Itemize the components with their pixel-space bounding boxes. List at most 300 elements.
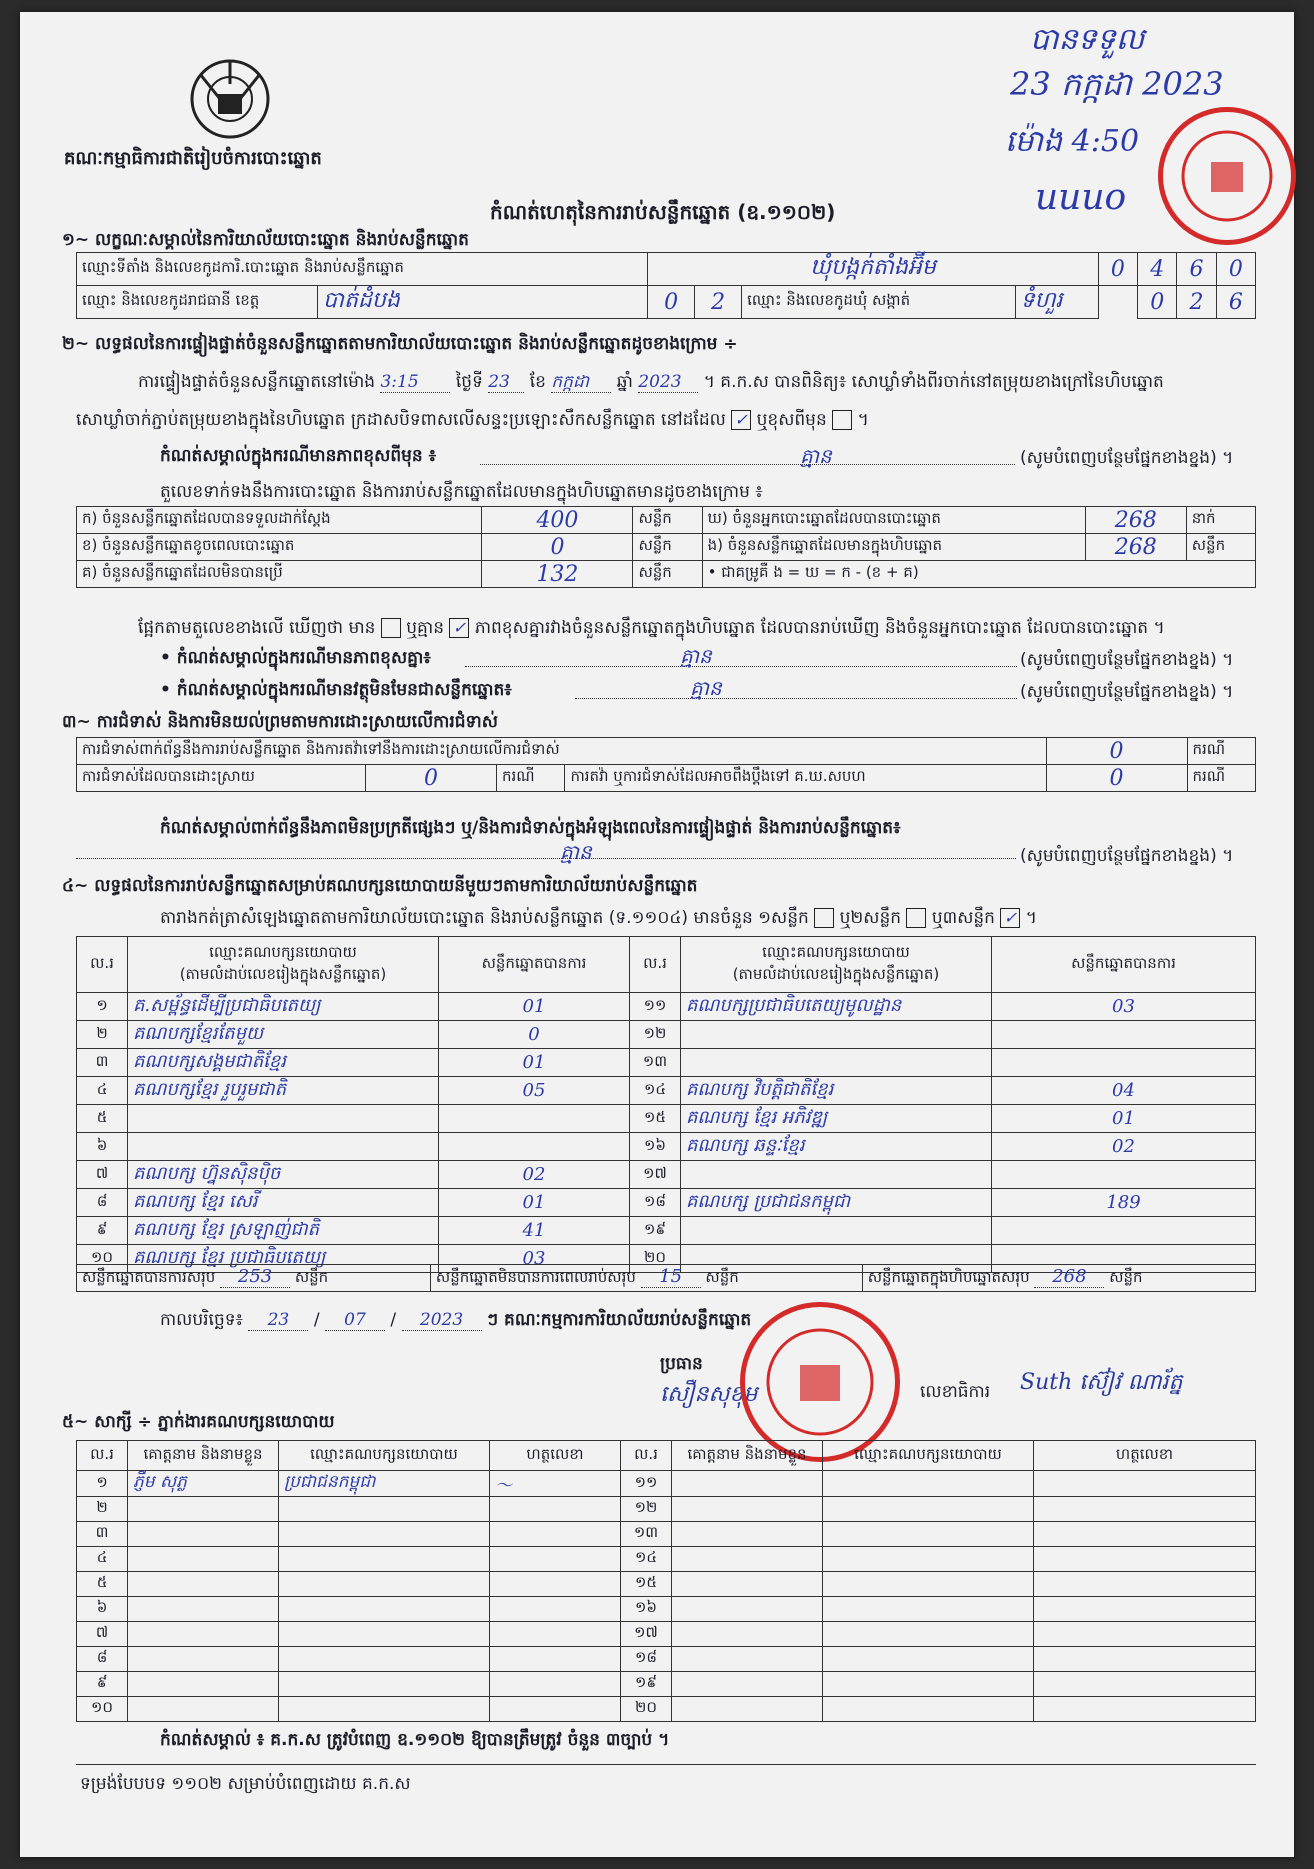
province-value: បាត់ដំបង (318, 286, 648, 319)
resolved-label: ការជំទាស់ដែលបានដោះស្រាយ (77, 765, 366, 792)
spoiled-value: 0 (482, 534, 633, 561)
table-row (77, 1189, 1256, 1217)
section4-title: ៤~ លទ្ធផលនៃការរាប់សន្លឹកឆ្នោតសម្រាប់គណបក្សនយោបាយនីមួយៗតាមការិយាល័យរាប់សន្លឹកឆ្នោត (62, 876, 698, 896)
total-valid-value: 253 (220, 1266, 290, 1288)
col-no-right: ល.រ (630, 937, 681, 993)
date-month: 07 (325, 1310, 385, 1331)
commune-code-2: 2 (1177, 286, 1216, 319)
witness-signature (1034, 1672, 1256, 1697)
witness-name (672, 1572, 823, 1597)
row-no: ១៤ (630, 1077, 681, 1105)
row-no: ២០ (630, 1245, 681, 1273)
witness-name (128, 1497, 279, 1522)
party-name: គណបក្ស ហ្វ៊ុនស៊ិនប៉ិច (128, 1161, 439, 1189)
totals-table (76, 1264, 1256, 1292)
w-col-sign-right: ហត្ថលេខា (1034, 1441, 1256, 1471)
seal-stamp-bottom-icon (740, 1302, 900, 1462)
formula: • ជាគម្រូគឺ ង = ឃ = ក - (ខ + គ) (702, 561, 1255, 588)
bullet2-value: គ្មាន (690, 676, 722, 700)
table-row (77, 993, 1256, 1021)
party-name (128, 1133, 439, 1161)
row-no: ៦ (77, 1597, 128, 1622)
party-name (681, 1021, 992, 1049)
verification-text-b: ថ្ងៃទី (455, 372, 483, 392)
discrepancy-text-a: ផ្អែកតាមតួលេខខាងលើ ឃើញថា មាន (138, 618, 376, 638)
spoiled-unit: សន្លឹក (633, 534, 702, 561)
witness-signature (490, 1622, 621, 1647)
appeal-case: ករណី (1187, 765, 1256, 792)
total-valid-label: សន្លឹកឆ្នោតបានការសរុប (82, 1268, 216, 1286)
received-value: 400 (482, 507, 633, 534)
witness-party (279, 1497, 490, 1522)
committee-name: គណៈកម្មាធិការជាតិរៀបចំការបោះឆ្នោត (64, 148, 322, 169)
voters-label: ឃ) ចំនួនអ្នកបោះឆ្នោតដែលបានបោះឆ្នោត (702, 507, 1085, 534)
witness-party (279, 1522, 490, 1547)
footer-rule (76, 1764, 1256, 1765)
witness-signature (1034, 1522, 1256, 1547)
row-no: ១០ (77, 1245, 128, 1273)
total-valid-cell (77, 1265, 431, 1292)
total-box-cell (862, 1265, 1255, 1292)
row-no: ១៨ (621, 1647, 672, 1672)
row-no: ១៩ (621, 1672, 672, 1697)
row-no: ៨ (77, 1647, 128, 1672)
witness-party (823, 1597, 1034, 1622)
commune-code-3: 6 (1216, 286, 1255, 319)
table-row (77, 1161, 1256, 1189)
nec-emblem-icon (180, 54, 280, 148)
row-no: ៩ (77, 1672, 128, 1697)
party-votes: 05 (439, 1077, 630, 1105)
irregularity-value: គ្មាន (560, 840, 592, 864)
site-code-4: 0 (1216, 253, 1255, 286)
witness-signature (490, 1497, 621, 1522)
commune-label: ឈ្មោះ និងលេខកូដឃុំ សង្កាត់ (742, 286, 1016, 319)
discrepancy-text-b: ឬគ្មាន (406, 618, 445, 638)
voters-unit: នាក់ (1186, 507, 1255, 534)
witness-name (128, 1647, 279, 1672)
diff-note-suffix: (សូមបំពេញបន្ថែមផ្នែកខាងខ្នង) ។ (1020, 448, 1234, 468)
witness-name (672, 1597, 823, 1622)
total-invalid-value: 15 (641, 1266, 701, 1288)
witness-party (823, 1471, 1034, 1497)
province-code-1: 0 (648, 286, 695, 319)
witness-party (279, 1647, 490, 1672)
ballot-numbers-table (76, 506, 1256, 588)
party-votes (439, 1133, 630, 1161)
party-votes: 01 (439, 1049, 630, 1077)
witness-name (128, 1622, 279, 1647)
party-votes: 02 (992, 1133, 1256, 1161)
witness-party (279, 1572, 490, 1597)
party-name: គណបក្សប្រជាធិបតេយ្យមូលដ្ឋាន (681, 993, 992, 1021)
irregularity-label: កំណត់សម្គាល់ពាក់ព័ន្ធនឹងភាពមិនប្រក្រតីផ្សេងៗ ឬ/និងការជំទាស់ក្នុងអំឡុងពេលនៃការផ្ទៀងផ្ទាត់ និងការរាប់សន្លឹកឆ្នោត៖ (160, 818, 901, 838)
form-title: កំណត់ហេតុនៃការរាប់សន្លឹកឆ្នោត (ឧ.១១០២) (490, 200, 836, 224)
row-no: ១៣ (621, 1522, 672, 1547)
resolved-case: ករណី (496, 765, 564, 792)
party-votes: 04 (992, 1077, 1256, 1105)
date-label: កាលបរិច្ឆេទ៖ (160, 1310, 244, 1330)
row-no: ១១ (621, 1471, 672, 1497)
receipt-signature: uuuo (1035, 177, 1127, 218)
receipt-note-2: 23 កក្កដា 2023 (1010, 65, 1224, 103)
objections-value: 0 (1046, 738, 1187, 765)
row-no: ១២ (621, 1497, 672, 1522)
witness-signature (1034, 1471, 1256, 1497)
unchanged-checkbox[interactable]: ✓ (731, 410, 751, 430)
witness-name (128, 1547, 279, 1572)
verification-time: 3:15 (380, 372, 450, 393)
spoiled-label: ខ) ចំនួនសន្លឹកឆ្នោតខូចពេលបោះឆ្នោត (77, 534, 482, 561)
ballots-in-box-unit: សន្លឹក (1186, 534, 1255, 561)
bullet2-dots (575, 698, 1017, 699)
section3-title: ៣~ ការជំទាស់ និងការមិនយល់ព្រមតាមការដោះស្រាយលើការជំទាស់ (62, 712, 498, 732)
party-votes (992, 1049, 1256, 1077)
witness-party (279, 1597, 490, 1622)
party-votes: 01 (439, 993, 630, 1021)
witness-name (672, 1497, 823, 1522)
appeal-label: ការតវ៉ា ឬការជំទាស់ដែលអាចពឹងប្តឹងទៅ គ.ឃ.សបហ (565, 765, 1046, 792)
row-no: ១២ (630, 1021, 681, 1049)
total-box-value: 268 (1034, 1266, 1104, 1288)
total-invalid-cell (430, 1265, 862, 1292)
objections-label: ការជំទាស់ពាក់ព័ន្ធនឹងការរាប់សន្លឹកឆ្នោត និងការតវ៉ាទៅនឹងការដោះស្រាយលើការជំទាស់ (77, 738, 1047, 765)
bullet1-dots (465, 666, 1017, 667)
row-no: ១៦ (621, 1597, 672, 1622)
table-row (77, 1105, 1256, 1133)
row-no: ៦ (77, 1133, 128, 1161)
province-label: ឈ្មោះ និងលេខកូដរាជធានី ខេត្ត (77, 286, 318, 319)
president-label: ប្រធាន (660, 1354, 703, 1374)
date-year: 2023 (402, 1310, 482, 1331)
row-no: ២ (77, 1021, 128, 1049)
total-invalid-label: សន្លឹកឆ្នោតមិនបានការពេលរាប់សរុប (435, 1268, 636, 1286)
table-row (77, 1217, 1256, 1245)
row-no: ១៥ (630, 1105, 681, 1133)
bullet1-suffix: (សូមបំពេញបន្ថែមផ្នែកខាងខ្នង) ។ (1020, 650, 1234, 670)
witness-signature (1034, 1697, 1256, 1722)
witness-name (128, 1572, 279, 1597)
section1-table (76, 252, 1256, 319)
witness-name (128, 1597, 279, 1622)
unused-unit: សន្លឹក (633, 561, 702, 588)
site-code-2: 4 (1138, 253, 1177, 286)
objections-table (76, 737, 1256, 792)
three-sheet-checkbox[interactable]: ✓ (1000, 908, 1020, 928)
total-valid-unit: សន្លឹក (294, 1268, 329, 1286)
party-votes: 189 (992, 1189, 1256, 1217)
witness-party (823, 1672, 1034, 1697)
witness-name (672, 1647, 823, 1672)
ballots-in-box-value: 268 (1085, 534, 1186, 561)
site-label: ឈ្មោះទីតាំង និងលេខកូដការិ.បោះឆ្នោត និងរាប់សន្លឹកឆ្នោត (77, 253, 648, 286)
col-party-right-title: ឈ្មោះគណបក្សនយោបាយ (762, 942, 910, 961)
w-col-party-right: ឈ្មោះគណបក្សនយោបាយ (823, 1441, 1034, 1471)
secretary-label: លេខាធិការ (920, 1382, 991, 1402)
party-votes: 01 (992, 1105, 1256, 1133)
total-invalid-unit: សន្លឹក (705, 1268, 739, 1286)
witness-name (672, 1622, 823, 1647)
witness-party: ប្រជាជនកម្ពុជា (279, 1471, 490, 1497)
ballots-in-box-label: ង) ចំនួនសន្លឹកឆ្នោតដែលមានក្នុងហិបឆ្នោត (702, 534, 1085, 561)
table-row (77, 1697, 1256, 1722)
witness-party (279, 1672, 490, 1697)
w-col-no-left: ល.រ (77, 1441, 128, 1471)
row-no: ៧ (77, 1161, 128, 1189)
date-suffix: ៗ គណៈកម្មការការិយាល័យរាប់សន្លឹកឆ្នោត (486, 1310, 752, 1330)
col-party-left-sub: (តាមលំដាប់លេខរៀងក្នុងសន្លឹកឆ្នោត) (179, 964, 387, 983)
final-note: កំណត់សម្គាល់ ៖ គ.ក.ស ត្រូវបំពេញ ឧ.១១០២ ឱ្យបានត្រឹមត្រូវ ចំនួន ៣ច្បាប់ ។ (160, 1730, 670, 1750)
verification-line-1 (138, 372, 1164, 393)
bullet1-value: គ្មាន (680, 644, 712, 668)
row-no: ១៤ (621, 1547, 672, 1572)
sheets-text-c: ឬ៣សន្លឹក (931, 908, 995, 928)
col-votes-left: សន្លឹកឆ្នោតបានការ (439, 937, 630, 993)
row-no: ៥ (77, 1572, 128, 1597)
changed-checkbox[interactable] (832, 410, 852, 430)
row-no: ១១ (630, 993, 681, 1021)
party-name: គ.សម្ព័ន្ធដើម្បីប្រជាធិបតេយ្យ (128, 993, 439, 1021)
verification-text-a: ការផ្ទៀងផ្ទាត់ចំនួនសន្លឹកឆ្នោតនៅម៉ោង (138, 372, 376, 392)
witness-party (823, 1572, 1034, 1597)
seal-stamp-top-icon (1158, 107, 1296, 245)
row-no: ១៧ (621, 1622, 672, 1647)
row-no: ២ (77, 1497, 128, 1522)
table-row (77, 1672, 1256, 1697)
party-votes: 03 (439, 1245, 630, 1273)
discrepancy-text-c: ភាពខុសគ្នារវាងចំនួនសន្លឹកឆ្នោតក្នុងហិបឆ្នោត ដែលបានរាប់ឃើញ និងចំនួនអ្នកបោះឆ្នោត ដែលបានបោះឆ្នោត ។ (474, 618, 1165, 638)
party-name: គណបក្សខ្មែរ រួបរួមជាតិ (128, 1077, 439, 1105)
sheets-text-a: តារាងកត់ត្រាសំឡេងឆ្នោតតាមការិយាល័យបោះឆ្នោត និងរាប់សន្លឹកឆ្នោត (ទ.១១០៤) មានចំនួន ១សន្លឹក (160, 908, 809, 928)
section1-title: ១~ លក្ខណៈសម្គាល់នៃការិយាល័យបោះឆ្នោត និងរាប់សន្លឹកឆ្នោត (62, 230, 469, 250)
table-row (77, 1547, 1256, 1572)
witness-signature (490, 1522, 621, 1547)
site-code-3: 6 (1177, 253, 1216, 286)
witness-signature (490, 1672, 621, 1697)
party-votes (992, 1217, 1256, 1245)
party-name: គណបក្ស ឆន្ទៈខ្មែរ (681, 1133, 992, 1161)
table-row (77, 1647, 1256, 1672)
witness-name: ភ្ញឹម សុភ្ល (128, 1471, 279, 1497)
col-party-left-title: ឈ្មោះគណបក្សនយោបាយ (209, 942, 357, 961)
witness-signature (490, 1572, 621, 1597)
party-name: គណបក្ស វិបត្តិជាតិខ្មែរ (681, 1077, 992, 1105)
witness-name (672, 1547, 823, 1572)
table-row (77, 1622, 1256, 1647)
w-col-party-left: ឈ្មោះគណបក្សនយោបាយ (279, 1441, 490, 1471)
row-no: ៥ (77, 1105, 128, 1133)
party-name: គណបក្សខ្មែរតែមួយ (128, 1021, 439, 1049)
table-row (77, 1572, 1256, 1597)
sheets-line: តារាងកត់ត្រាសំឡេងឆ្នោតតាមការិយាល័យបោះឆ្នោត និងរាប់សន្លឹកឆ្នោត (ទ.១១០៤) មានចំនួន ១សន្លឹក ឬ២សន្លឹក ឬ៣សន្លឹក ✓ ។ (160, 908, 1038, 928)
seal-status-text: សោឃ្លាំចាក់ភ្ជាប់តម្រុយខាងក្នុងនៃហិបឆ្នោត ក្រដាសបិទពាសលើសន្ទះប្រឡោះសឹកសន្លឹកឆ្នោត នៅដដែល (76, 410, 726, 430)
witness-signature (1034, 1622, 1256, 1647)
appeal-value: 0 (1046, 765, 1187, 792)
table-row (77, 1021, 1256, 1049)
party-votes (439, 1105, 630, 1133)
receipt-note-1: បានទទួល (1030, 22, 1145, 57)
section5-title: ៥~ សាក្សី ÷ ភ្នាក់ងារគណបក្សនយោបាយ (62, 1412, 335, 1432)
row-no: ១៦ (630, 1133, 681, 1161)
table-row (77, 1049, 1256, 1077)
party-votes: 03 (992, 993, 1256, 1021)
verification-line-2: សោឃ្លាំចាក់ភ្ជាប់តម្រុយខាងក្នុងនៃហិបឆ្នោត ក្រដាសបិទពាសលើសន្ទះប្រឡោះសឹកសន្លឹកឆ្នោត នៅដដែល ✓ ឬខុសពីមុន ។ (76, 410, 869, 430)
bullet2-label: • កំណត់សម្គាល់ក្នុងករណីមានវត្ថុមិនមែនជាសន្លឹកឆ្នោត៖ (160, 680, 512, 700)
irregularity-dots (76, 858, 1016, 859)
one-sheet-checkbox[interactable] (814, 908, 834, 928)
witness-party (823, 1697, 1034, 1722)
party-name: គណបក្ស ខ្មែរ ស្រឡាញ់ជាតិ (128, 1217, 439, 1245)
diff-note-label: កំណត់សម្គាល់ក្នុងករណីមានភាពខុសពីមុន ៖ (160, 446, 437, 466)
voters-value: 268 (1085, 507, 1186, 534)
witness-signature (490, 1547, 621, 1572)
party-votes: 41 (439, 1217, 630, 1245)
party-name: គណបក្ស ខ្មែរ ប្រជាធិបតេយ្យ (128, 1245, 439, 1273)
party-name (128, 1105, 439, 1133)
verification-text-d: ឆ្នាំ (616, 372, 633, 392)
row-no: ៤ (77, 1547, 128, 1572)
row-no: ១០ (77, 1697, 128, 1722)
row-no: ២០ (621, 1697, 672, 1722)
bullet1-label: • កំណត់សម្គាល់ក្នុងករណីមានភាពខុសគ្នា៖ (160, 648, 431, 668)
witness-signature (1034, 1597, 1256, 1622)
discrepancy-line (138, 618, 1165, 638)
sheets-text-b: ឬ២សន្លឹក (839, 908, 902, 928)
president-signature: សឿនសុខុម (660, 1382, 758, 1407)
witness-party (823, 1647, 1034, 1672)
party-name (681, 1217, 992, 1245)
two-sheet-checkbox[interactable] (906, 908, 926, 928)
party-votes: 01 (439, 1189, 630, 1217)
col-party-right-sub: (តាមលំដាប់លេខរៀងក្នុងសន្លឹកឆ្នោត) (732, 964, 940, 983)
date-line: កាលបរិច្ឆេទ៖ 23 / 07 / 2023 ៗ គណៈកម្មការការិយាល័យរាប់សន្លឹកឆ្នោត (160, 1310, 752, 1330)
table-row (77, 1522, 1256, 1547)
col-no-left: ល.រ (77, 937, 128, 993)
row-no: ១៣ (630, 1049, 681, 1077)
changed-label: ឬខុសពីមុន (756, 410, 827, 430)
witness-table (76, 1440, 1256, 1722)
document-sheet (20, 12, 1294, 1857)
section2-title: ២~ លទ្ធផលនៃការផ្ទៀងផ្ទាត់ចំនួនសន្លឹកឆ្នោតតាមការិយាល័យបោះឆ្នោត និងរាប់សន្លឹកឆ្នោតដូចខាងក្រោម ÷ (62, 334, 738, 354)
witness-party (823, 1522, 1034, 1547)
table-row (77, 1133, 1256, 1161)
witness-party (823, 1622, 1034, 1647)
unused-value: 132 (482, 561, 633, 588)
witness-signature (490, 1597, 621, 1622)
table-row (77, 1597, 1256, 1622)
col-votes-right: សន្លឹកឆ្នោតបានការ (992, 937, 1256, 993)
verification-month: កក្កដា (551, 372, 611, 393)
table-row (77, 1077, 1256, 1105)
verification-day: 23 (488, 372, 524, 393)
row-no: ១៧ (630, 1161, 681, 1189)
witness-party (279, 1547, 490, 1572)
witness-name (672, 1697, 823, 1722)
diff-note-value: គ្មាន (800, 444, 832, 468)
witness-name (128, 1672, 279, 1697)
witness-signature (490, 1697, 621, 1722)
resolved-value: 0 (365, 765, 496, 792)
witness-signature: 〜 (490, 1471, 621, 1497)
table-row (77, 1497, 1256, 1522)
verification-text-e: ។ គ.ក.ស បានពិនិត្យ៖ សោឃ្លាំទាំងពីរចាក់នៅតម្រុយខាងក្រៅនៃហិបឆ្នោត (703, 372, 1164, 392)
received-unit: សន្លឹក (633, 507, 702, 534)
row-no: ៧ (77, 1622, 128, 1647)
row-no: ១៥ (621, 1572, 672, 1597)
party-results-table (76, 936, 1256, 1273)
party-votes: 02 (439, 1161, 630, 1189)
secretary-signature: Suth ស៊ៀវ ណារ័ត្ន (1020, 1370, 1183, 1395)
footer-text: ទម្រង់បែបបទ ១១០២ សម្រាប់បំពេញដោយ គ.ក.ស (80, 1774, 411, 1794)
party-name: គណបក្ស ប្រជាជនកម្ពុជា (681, 1189, 992, 1217)
witness-party (279, 1697, 490, 1722)
party-name: គណបក្ស ខ្មែរ សេរី (128, 1189, 439, 1217)
witness-name (672, 1471, 823, 1497)
row-no: ៣ (77, 1522, 128, 1547)
province-code-2: 2 (695, 286, 742, 319)
bullet2-suffix: (សូមបំពេញបន្ថែមផ្នែកខាងខ្នង) ។ (1020, 682, 1234, 702)
row-no: ១៩ (630, 1217, 681, 1245)
w-col-name-left: គោត្តនាម និងនាមខ្លួន (128, 1441, 279, 1471)
objections-case: ករណី (1187, 738, 1256, 765)
w-col-sign-left: ហត្ថលេខា (490, 1441, 621, 1471)
table-row (77, 1471, 1256, 1497)
receipt-note-3: ម៉ោង 4:50 (1005, 124, 1140, 159)
has-discrepancy-checkbox[interactable] (381, 618, 401, 638)
total-box-label: សន្លឹកឆ្នោតក្នុងហិបឆ្នោតសរុប (867, 1268, 1030, 1286)
row-no: ៩ (77, 1217, 128, 1245)
witness-signature (1034, 1497, 1256, 1522)
row-no: ១ (77, 993, 128, 1021)
col-party-right (681, 937, 992, 993)
row-no: ១ (77, 1471, 128, 1497)
witness-signature (1034, 1647, 1256, 1672)
date-day: 23 (248, 1310, 308, 1331)
party-votes (992, 1021, 1256, 1049)
witness-signature (1034, 1547, 1256, 1572)
witness-name (672, 1522, 823, 1547)
verification-year: 2023 (638, 372, 698, 393)
site-value: ឃុំបង្កក់តាំងអ៊ីម (648, 253, 1099, 286)
witness-party (279, 1622, 490, 1647)
no-discrepancy-checkbox[interactable]: ✓ (449, 618, 469, 638)
party-name: គណបក្ស ខ្មែរ អភិវឌ្ឍ (681, 1105, 992, 1133)
site-code-1: 0 (1098, 253, 1137, 286)
row-no: ១៨ (630, 1189, 681, 1217)
row-no: ៤ (77, 1077, 128, 1105)
party-votes: 0 (439, 1021, 630, 1049)
received-label: ក) ចំនួនសន្លឹកឆ្នោតដែលបានទទួលដាក់ស្តែង (77, 507, 482, 534)
numbers-intro: តួលេខទាក់ទងនឹងការបោះឆ្នោត និងការរាប់សន្លឹកឆ្នោតដែលមានក្នុងហិបឆ្នោតមានដូចខាងក្រោម ៖ (160, 482, 763, 502)
w-col-name-right: គោត្តនាម និងនាមខ្លួន (672, 1441, 823, 1471)
irregularity-suffix: (សូមបំពេញបន្ថែមផ្នែកខាងខ្នង) ។ (1020, 846, 1234, 866)
col-party-left (128, 937, 439, 993)
commune-value: ទំហួរ (1015, 286, 1098, 319)
diff-note-dots (480, 464, 1015, 465)
witness-name (128, 1522, 279, 1547)
commune-code-1: 0 (1138, 286, 1177, 319)
witness-name (672, 1672, 823, 1697)
verification-text-c: ខែ (529, 372, 546, 392)
party-name: គណបក្សសង្គមជាតិខ្មែរ (128, 1049, 439, 1077)
witness-party (823, 1547, 1034, 1572)
party-name (681, 1049, 992, 1077)
total-box-unit: សន្លឹក (1109, 1268, 1143, 1286)
witness-party (823, 1497, 1034, 1522)
unused-label: គ) ចំនួនសន្លឹកឆ្នោតដែលមិនបានប្រើ (77, 561, 482, 588)
party-name (681, 1161, 992, 1189)
witness-signature (1034, 1572, 1256, 1597)
